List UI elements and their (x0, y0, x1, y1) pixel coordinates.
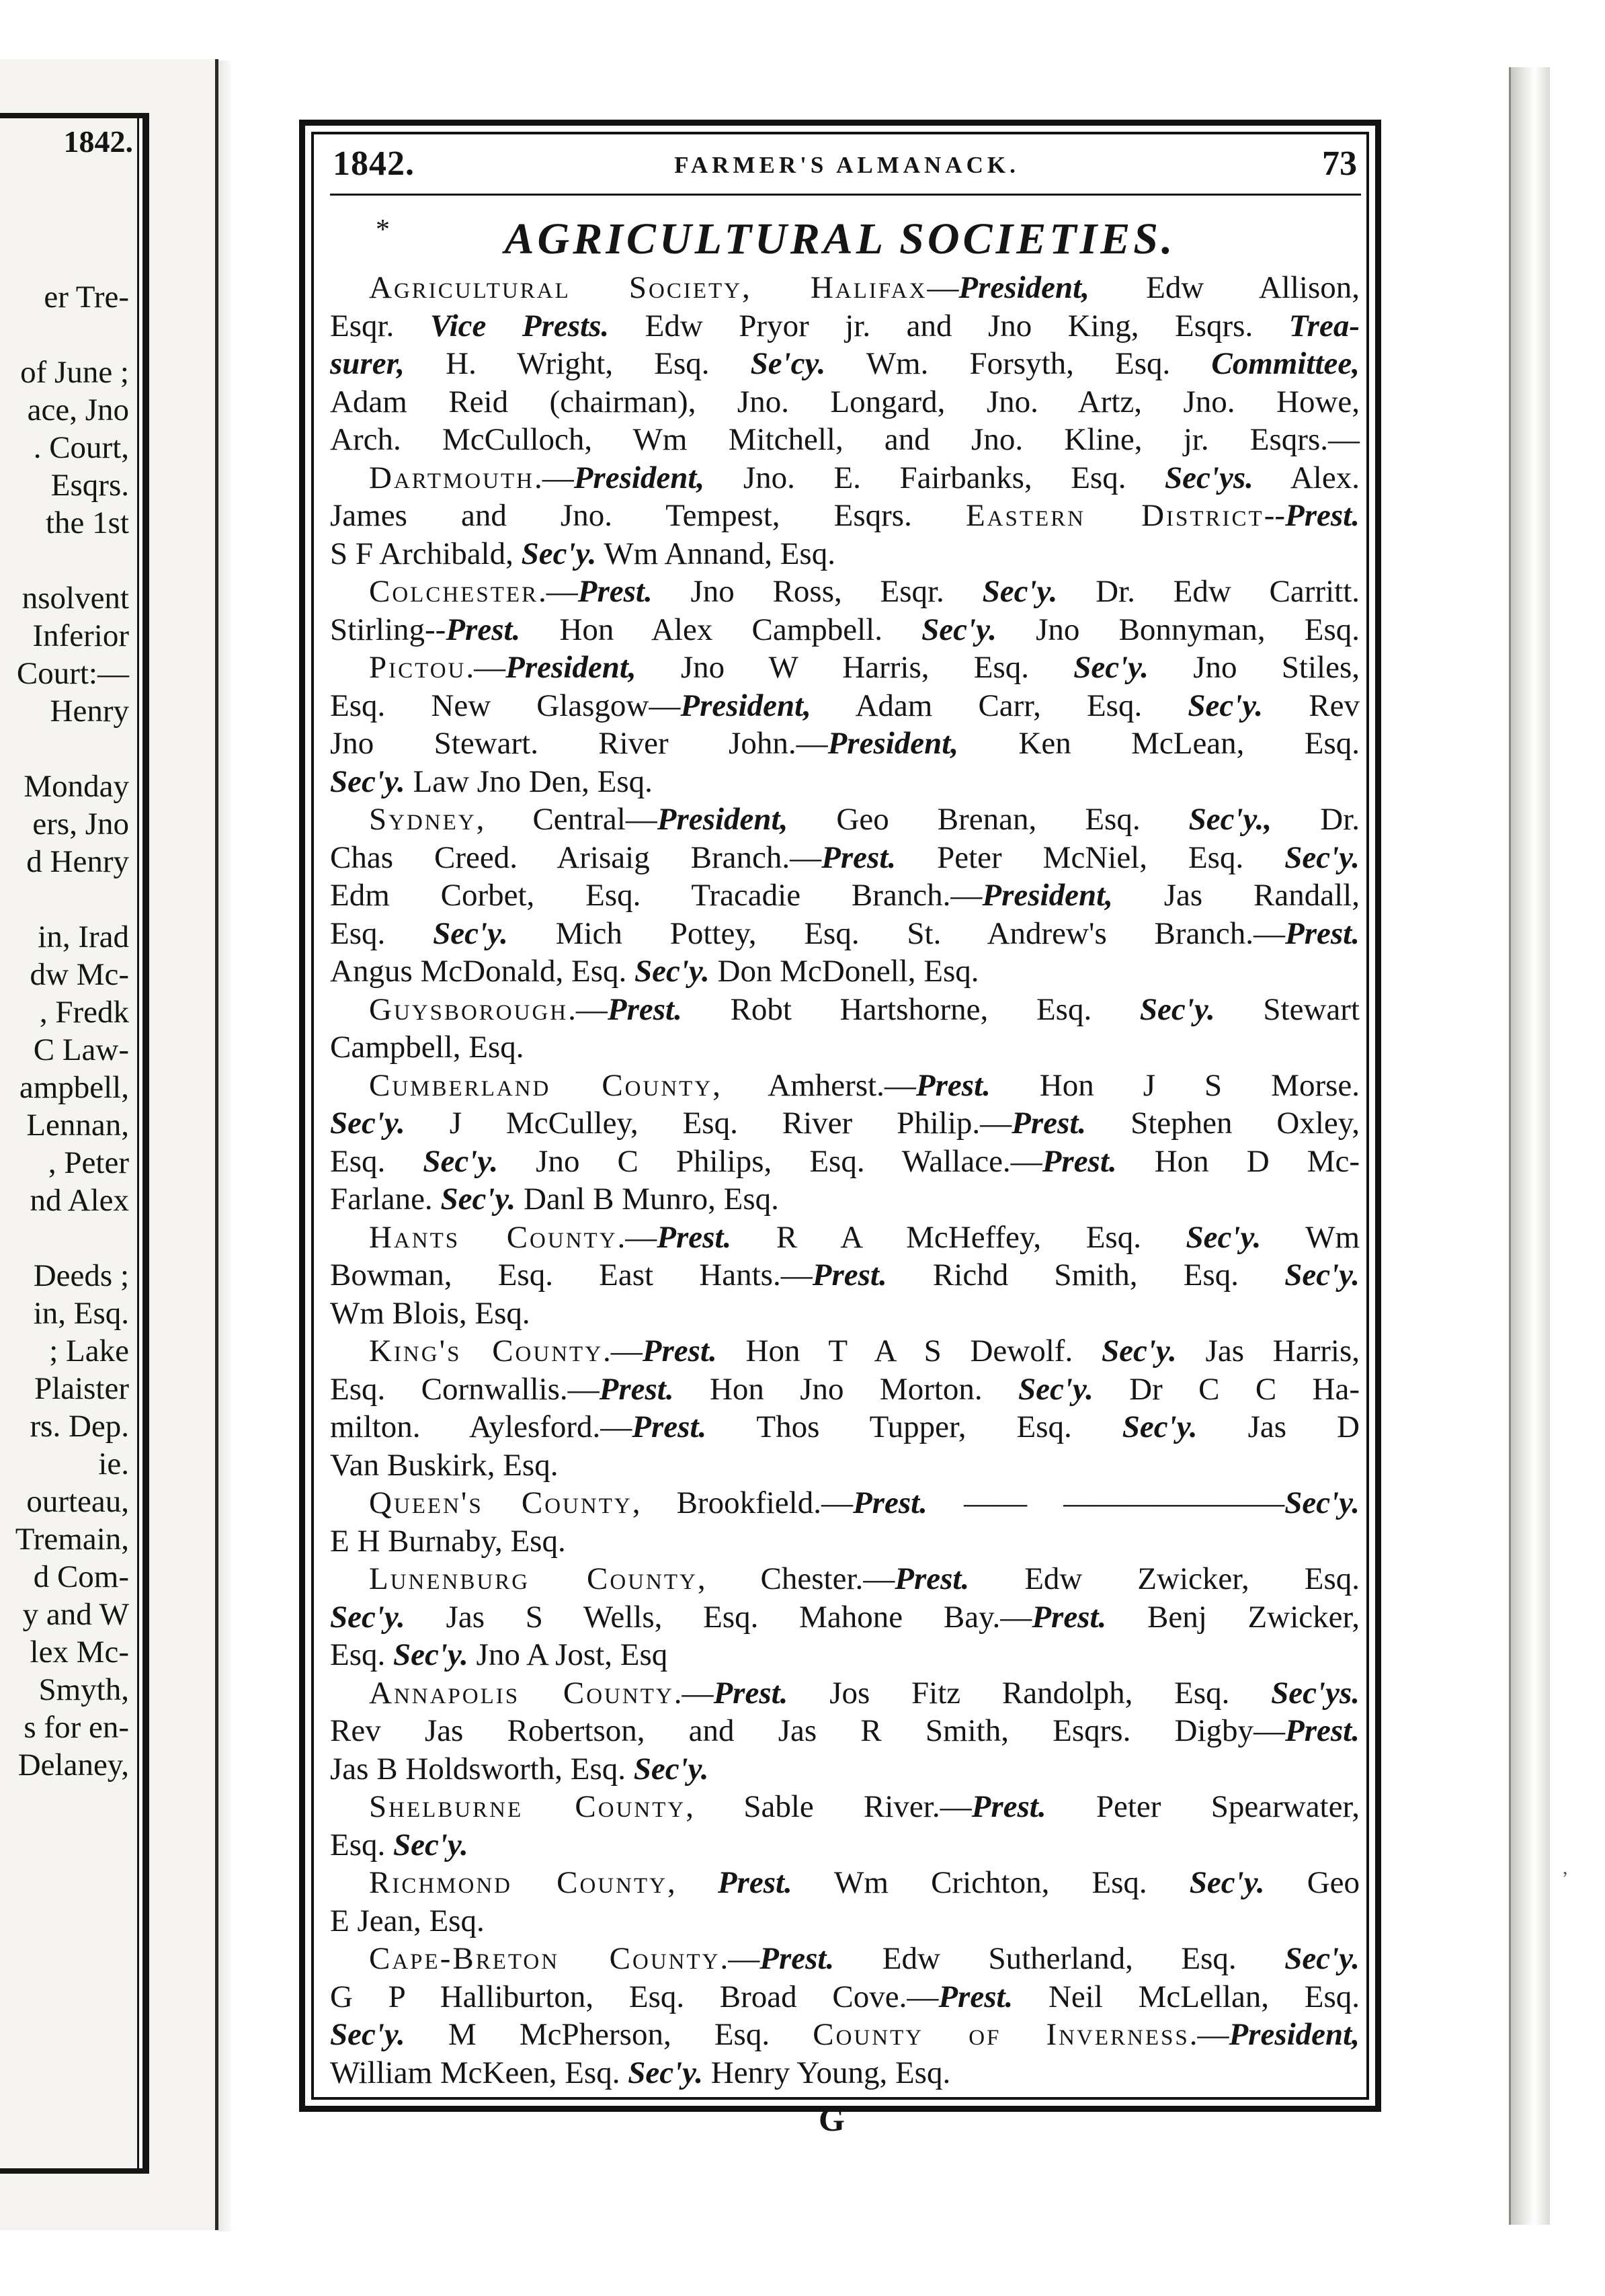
text-run: — (927, 270, 959, 305)
text-line (330, 1219, 1360, 1257)
text-run: Thos Tupper, Esq. (706, 1409, 1122, 1444)
text-run: Esq. New Glasgow— (330, 688, 681, 723)
text-run: Robt Hartshorne, Esq. (682, 991, 1140, 1027)
text-line (330, 1067, 1360, 1105)
previous-page-text (0, 241, 130, 1784)
text-line (330, 1295, 1360, 1333)
text-run: -- (1264, 498, 1286, 533)
previous-page-line: of June ; (20, 355, 129, 390)
text-run: Jno C Philips, Esq. Wallace.— (498, 1143, 1042, 1179)
text-run: .— (534, 460, 574, 495)
previous-page-line: ie. (98, 1446, 129, 1481)
previous-page-line (0, 241, 130, 278)
office-title: Sec'y. (1284, 1941, 1360, 1976)
office-title: President, (982, 878, 1113, 913)
society-name: King's County (369, 1334, 604, 1368)
text-line (330, 2054, 1360, 2092)
previous-page-line: rs. Dep. (30, 1409, 129, 1444)
text-run: .— (673, 1675, 714, 1711)
text-line (330, 687, 1360, 725)
previous-page-line: Court:— (16, 656, 129, 691)
text-run: , Sable River.— (686, 1789, 972, 1824)
text-run: Benj Zwicker, (1106, 1599, 1360, 1635)
office-title: Prest. (938, 1979, 1014, 2014)
text-run: Neil McLellan, Esq. (1013, 1979, 1360, 2014)
text-run: William McKeen, Esq. (330, 2055, 628, 2090)
text-run: Adam Carr, Esq. (811, 688, 1188, 723)
society-listing (330, 269, 1360, 2092)
office-title: Sec'y. (440, 1182, 516, 1217)
text-run: Bowman, Esq. East Hants.— (330, 1258, 813, 1293)
office-title: Prest. (1012, 1106, 1087, 1141)
text-run: Edm Corbet, Esq. Tracadie Branch.— (330, 878, 983, 913)
office-title: Sec'y. (1284, 839, 1360, 875)
society-name: Colchester (369, 574, 539, 609)
text-line (330, 1674, 1360, 1713)
previous-page-line (0, 542, 130, 579)
society-name: Eastern District (965, 498, 1264, 533)
office-title: Sec'y. (393, 1827, 468, 1862)
previous-page-line: d Henry (26, 844, 129, 879)
office-title: Sec'y. (1186, 1219, 1262, 1255)
previous-page-line: ourteau, (26, 1484, 129, 1519)
text-run: , Chester.— (697, 1561, 895, 1596)
office-title: Sec'y. (1101, 1334, 1177, 1368)
section-title: AGRICULTURAL SOCIETIES. (504, 214, 1176, 263)
previous-page-line: Lennan, (26, 1108, 129, 1143)
previous-page-line: Smyth, (38, 1672, 129, 1707)
text-line (330, 1256, 1360, 1295)
text-run: Henry Young, Esq. (703, 2055, 951, 2090)
text-run: Edw Allison, (1089, 270, 1360, 305)
text-run: Jas D (1197, 1409, 1360, 1444)
text-line (330, 1978, 1360, 2016)
society-name: Cape-Breton County (369, 1941, 721, 1976)
text-line (330, 952, 1360, 991)
office-title: Sec'y. (1139, 991, 1215, 1027)
book-gutter (218, 60, 233, 2231)
text-run: , Amherst.— (712, 1067, 916, 1103)
text-line (330, 345, 1360, 383)
office-title: Prest. (1285, 915, 1360, 951)
society-name: Annapolis County (369, 1675, 674, 1711)
text-line (330, 497, 1360, 535)
previous-page-line (0, 880, 130, 918)
stray-mark: , (1563, 1856, 1568, 1879)
society-name: Guysborough (369, 991, 569, 1027)
previous-page-line: Plaister (34, 1371, 129, 1406)
previous-page-line: ; Lake (49, 1334, 129, 1368)
previous-page-line: nsolvent (22, 581, 129, 616)
text-run: Dr. (1272, 802, 1360, 837)
text-line (330, 1028, 1360, 1067)
text-run: E H Burnaby, Esq. (330, 1523, 566, 1559)
previous-page-line: , Fredk (39, 995, 129, 1030)
text-line (330, 876, 1360, 915)
text-run: —— ——————— (927, 1485, 1285, 1520)
text-run: Esq. (330, 1143, 423, 1179)
text-run: Peter McNiel, Esq. (896, 839, 1285, 875)
text-line (330, 1750, 1360, 1789)
office-title: President, (958, 270, 1089, 305)
previous-page (0, 59, 218, 2230)
text-run: Arch. McCulloch, Wm Mitchell, and Jno. Kline, jr. Esqrs.— (330, 422, 1360, 457)
text-run: S F Archibald, (330, 536, 522, 571)
office-title: Prest. (1285, 498, 1360, 533)
previous-page-line: . Court, (33, 430, 129, 465)
text-line (330, 1408, 1360, 1446)
society-name: Pictou (369, 650, 466, 685)
text-run: Alex. (1253, 460, 1360, 495)
text-line (330, 801, 1360, 839)
text-line (330, 307, 1360, 345)
office-title: Prest. (1042, 1143, 1117, 1179)
office-title: Se'cy. (750, 346, 826, 381)
text-line (330, 1902, 1360, 1940)
text-run: Peter Spearwater, (1046, 1789, 1360, 1824)
office-title: surer, (330, 346, 405, 381)
previous-page-line: Deeds ; (33, 1258, 129, 1293)
office-title: Vice Prests. (429, 308, 610, 343)
office-title: President, (657, 802, 788, 837)
text-run: .— (603, 1334, 643, 1368)
office-title: Sec'y. (1018, 1371, 1094, 1407)
previous-page-line: Inferior (32, 618, 129, 653)
office-title: Committee, (1211, 346, 1360, 381)
office-title: Sec'y. (393, 1637, 468, 1672)
office-title: Prest. (852, 1485, 928, 1520)
office-title: Sec'y. (433, 915, 508, 951)
text-run: Jos Fitz Randolph, Esq. (788, 1675, 1272, 1711)
text-line (330, 1143, 1360, 1181)
text-run: Jno Ross, Esqr. (652, 574, 983, 609)
text-run: James and Jno. Tempest, Esqrs. (330, 498, 966, 533)
previous-page-line: Delaney, (17, 1748, 129, 1782)
text-line (330, 725, 1360, 763)
text-run: Jno Bonnyman, Esq. (996, 612, 1360, 647)
text-run: Jno Stiles, (1149, 650, 1360, 685)
office-title: Sec'ys. (1271, 1675, 1360, 1711)
text-line (330, 1940, 1360, 1978)
text-run: , Brookfield.— (632, 1485, 853, 1520)
society-name: Queen's County (369, 1485, 632, 1520)
office-title: Prest. (599, 1371, 674, 1407)
office-title: Sec'y. (330, 764, 405, 799)
office-title: Sec'y. (521, 536, 597, 571)
text-line (330, 1370, 1360, 1409)
text-run: Mich Pottey, Esq. St. Andrew's Branch.— (507, 915, 1286, 951)
text-run: Wm Crichton, Esq. (792, 1865, 1190, 1900)
text-run: Geo Brenan, Esq. (788, 802, 1189, 837)
running-header (333, 144, 1361, 192)
signature-mark: G (819, 2100, 845, 2138)
office-title: Sec'y. (982, 574, 1058, 609)
society-name: Hants County (369, 1219, 618, 1255)
text-run: Hon Jno Morton. (673, 1371, 1019, 1407)
text-line (330, 915, 1360, 953)
previous-page-line: s for en- (24, 1710, 129, 1745)
text-run: Hon J S Morse. (990, 1067, 1360, 1103)
header-rule (330, 194, 1361, 196)
office-title: Prest. (642, 1334, 717, 1368)
office-title: Prest. (577, 574, 653, 609)
society-name: Richmond County (369, 1865, 667, 1900)
office-title: President, (1229, 2017, 1360, 2052)
text-run: Ken McLean, Esq. (958, 726, 1360, 761)
office-title: Sec'y. (330, 1599, 405, 1635)
text-run: Chas Creed. Arisaig Branch.— (330, 839, 822, 875)
text-line (330, 1598, 1360, 1637)
header-title: FARMER'S ALMANACK. (674, 152, 1020, 178)
office-title: Prest. (821, 839, 897, 875)
office-title: Sec'y. (1284, 1485, 1360, 1520)
text-run: Hon D Mc- (1116, 1143, 1360, 1179)
text-line (330, 1484, 1360, 1522)
ornament-mark: * (376, 214, 390, 245)
text-run: Jas Harris, (1176, 1334, 1360, 1368)
office-title: Prest. (759, 1941, 835, 1976)
office-title: Sec'ys. (1165, 460, 1253, 495)
previous-page-line: Esqrs. (50, 468, 129, 503)
office-title: President, (827, 726, 959, 761)
text-run: Jno. E. Fairbanks, Esq. (704, 460, 1165, 495)
text-run: .— (466, 650, 506, 685)
society-name: County of Inverness (813, 2017, 1190, 2052)
text-line (330, 535, 1360, 573)
office-title: Prest. (607, 991, 682, 1027)
text-run: Geo (1264, 1865, 1360, 1900)
text-run: Dr. Edw Carritt. (1057, 574, 1360, 609)
previous-page-line (0, 730, 130, 768)
text-run: , Central— (476, 802, 657, 837)
text-run: H. Wright, Esq. (405, 346, 751, 381)
office-title: Sec'y., (1188, 802, 1272, 837)
text-run: Rev (1263, 688, 1360, 723)
text-line (330, 2016, 1360, 2054)
text-run: Adam Reid (chairman), Jno. Longard, Jno. Artz, Jno. Howe, (330, 384, 1360, 419)
office-title: Prest. (713, 1675, 788, 1711)
text-run: Jas B Holdsworth, Esq. (330, 1751, 634, 1787)
previous-page-line: lex Mc- (30, 1635, 129, 1670)
text-run: Jas S Wells, Esq. Mahone Bay.— (405, 1599, 1032, 1635)
text-run: Esq. (330, 915, 434, 951)
text-run: Law Jno Den, Esq. (405, 764, 653, 799)
text-run: .— (720, 1941, 760, 1976)
page-border-inner (311, 132, 1369, 2100)
text-run: Dr C C Ha- (1093, 1371, 1360, 1407)
text-line (330, 421, 1360, 459)
text-line (330, 269, 1360, 307)
office-title: Sec'y. (628, 2055, 703, 2090)
text-line (330, 1332, 1360, 1370)
office-title: Sec'y. (633, 1751, 709, 1787)
text-line (330, 1522, 1360, 1561)
office-title: President, (505, 650, 636, 685)
text-run: Esq. (330, 1827, 393, 1862)
office-title: Prest. (812, 1258, 887, 1293)
text-run: Wm (1261, 1219, 1360, 1255)
previous-page-line: C Law- (33, 1032, 129, 1067)
previous-page-line: the 1st (45, 505, 129, 540)
society-name: Shelburne County (369, 1789, 686, 1824)
text-line (330, 383, 1360, 421)
text-run: J McCulley, Esq. River Philip.— (405, 1106, 1012, 1141)
text-run: Jno W Harris, Esq. (636, 650, 1074, 685)
office-title: Sec'y. (634, 954, 710, 989)
text-run: R A McHeffey, Esq. (731, 1219, 1186, 1255)
text-run: Rev Jas Robertson, and Jas R Smith, Esqrs. Digby— (330, 1713, 1286, 1748)
society-name: Sydney (369, 802, 477, 837)
office-title: Prest. (915, 1067, 991, 1103)
page-border (299, 120, 1381, 2112)
text-run: Angus McDonald, Esq. (330, 954, 634, 989)
text-run: Van Buskirk, Esq. (330, 1447, 559, 1483)
office-title: Trea- (1288, 308, 1360, 343)
text-run: , (667, 1865, 718, 1900)
office-title: Prest. (446, 612, 521, 647)
previous-page-year: 1842. (63, 124, 133, 159)
text-run: Stirling-- (330, 612, 446, 647)
text-run: .— (568, 991, 608, 1027)
text-line (330, 1864, 1360, 1902)
office-title: Prest. (657, 1219, 732, 1255)
header-year: 1842. (333, 145, 415, 183)
office-title: Sec'y. (423, 1143, 499, 1179)
text-line (330, 1788, 1360, 1826)
office-title: Prest. (632, 1409, 707, 1444)
text-run: Richd Smith, Esq. (887, 1258, 1285, 1293)
text-line (330, 1446, 1360, 1485)
text-line (330, 1560, 1360, 1598)
society-name: Agricultural Society, Halifax (369, 270, 928, 305)
previous-page-line (0, 316, 130, 354)
text-run: Wm. Forsyth, Esq. (825, 346, 1212, 381)
office-title: Sec'y. (1188, 688, 1264, 723)
previous-page-frame (0, 113, 149, 2174)
page-number: 73 (1322, 145, 1357, 183)
text-run: Campbell, Esq. (330, 1030, 524, 1065)
text-run: Jno Stewart. River John.— (330, 726, 828, 761)
office-title: Sec'y. (1189, 1865, 1265, 1900)
text-run: E Jean, Esq. (330, 1903, 485, 1938)
previous-page-line: in, Esq. (33, 1296, 129, 1331)
previous-page-line: er Tre- (44, 280, 129, 315)
society-name: Lunenburg County (369, 1561, 698, 1596)
text-run: Danl B Munro, Esq. (516, 1182, 779, 1217)
society-name: Dartmouth (369, 460, 534, 495)
office-title: Prest. (1285, 1713, 1360, 1748)
text-run: Stewart (1215, 991, 1360, 1027)
society-name: Cumberland County (369, 1067, 713, 1103)
previous-page-line: Henry (50, 694, 129, 729)
text-line (330, 1636, 1360, 1674)
text-run: Edw Pryor jr. and Jno King, Esqrs. (609, 308, 1289, 343)
office-title: Prest. (1032, 1599, 1107, 1635)
text-line (330, 459, 1360, 497)
text-line (330, 839, 1360, 877)
office-title: Sec'y. (1073, 650, 1149, 685)
office-title: Sec'y. (921, 612, 997, 647)
previous-page-line: y and W (22, 1597, 129, 1632)
previous-page-line: ers, Jno (32, 807, 129, 842)
text-run: Esq. (330, 1637, 393, 1672)
text-run: Edw Zwicker, Esq. (969, 1561, 1360, 1596)
office-title: Sec'y. (1284, 1258, 1360, 1293)
previous-page-line: Tremain, (15, 1522, 129, 1557)
text-run: Jas Randall, (1112, 878, 1360, 913)
office-title: President, (680, 688, 811, 723)
office-title: Prest. (895, 1561, 970, 1596)
text-run: Edw Sutherland, Esq. (834, 1941, 1285, 1976)
text-run: .— (1189, 2017, 1229, 2052)
text-run: Hon T A S Dewolf. (716, 1334, 1102, 1368)
text-run: Farlane. (330, 1182, 441, 1217)
previous-page-line: dw Mc- (30, 957, 129, 992)
text-line (330, 649, 1360, 687)
text-line (330, 991, 1360, 1029)
text-run: Esqr. (330, 308, 430, 343)
text-run: milton. Aylesford.— (330, 1409, 632, 1444)
text-run: Wm Blois, Esq. (330, 1295, 530, 1331)
previous-page-line: d Com- (33, 1559, 129, 1594)
office-title: Sec'y. (1122, 1409, 1198, 1444)
text-run: G P Halliburton, Esq. Broad Cove.— (330, 1979, 939, 2014)
text-run: Jno A Jost, Esq (468, 1637, 668, 1672)
text-line (330, 611, 1360, 649)
previous-page-line: nd Alex (30, 1183, 129, 1218)
office-title: President, (573, 460, 705, 495)
previous-page-line: Monday (24, 769, 129, 804)
text-run: Wm Annand, Esq. (596, 536, 835, 571)
text-run: Don McDonell, Esq. (709, 954, 979, 989)
text-run: M McPherson, Esq. (405, 2017, 813, 2052)
office-title: Prest. (717, 1865, 792, 1900)
text-line (330, 1180, 1360, 1219)
text-run: Hon Alex Campbell. (520, 612, 922, 647)
text-run: Esq. Cornwallis.— (330, 1371, 600, 1407)
previous-page-line: ampbell, (19, 1070, 129, 1105)
office-title: Sec'y. (330, 2017, 405, 2052)
text-line (330, 763, 1360, 801)
office-title: Sec'y. (330, 1106, 405, 1141)
previous-page-line: ace, Jno (27, 393, 129, 427)
text-run: Stephen Oxley, (1086, 1106, 1360, 1141)
text-run: .— (617, 1219, 657, 1255)
text-line (330, 1826, 1360, 1864)
text-line (330, 1712, 1360, 1750)
page-edge (1509, 67, 1550, 2225)
previous-page-line: , Peter (48, 1145, 129, 1180)
text-line (330, 1104, 1360, 1143)
office-title: Prest. (971, 1789, 1046, 1824)
text-line (330, 573, 1360, 611)
text-run: .— (538, 574, 578, 609)
previous-page-line (0, 1219, 130, 1257)
previous-page-line: in, Irad (38, 919, 129, 954)
